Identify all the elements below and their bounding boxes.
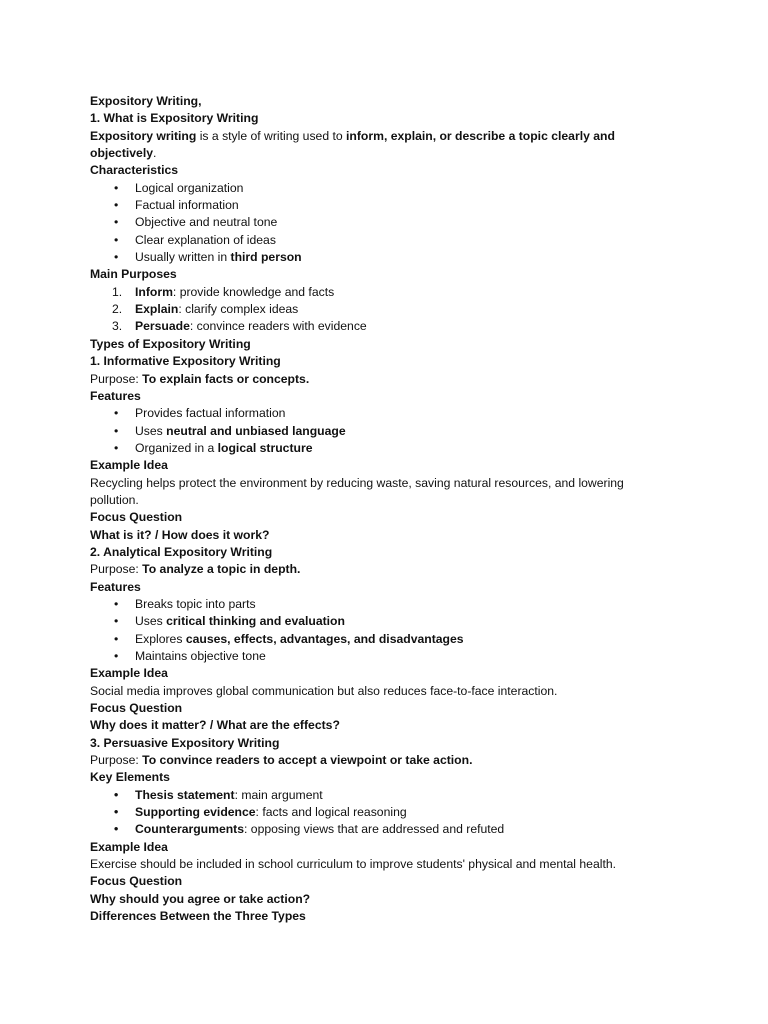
document-title: Expository Writing, <box>90 94 202 108</box>
bullet-icon: • <box>114 198 119 213</box>
numbered-item <box>90 318 650 335</box>
bullet-icon: • <box>114 631 119 646</box>
list-item-text <box>135 440 312 457</box>
purpose-text: To convince readers to accept a viewpoint or take action. <box>142 753 473 768</box>
text-run: : convince readers with evidence <box>189 319 367 334</box>
text-run: : main argument <box>234 787 323 802</box>
purpose-line <box>90 752 650 769</box>
bold-run: Persuade <box>135 319 190 334</box>
bullet-icon: • <box>114 232 119 247</box>
bullet-icon: • <box>114 822 119 837</box>
list-item-text <box>135 249 302 266</box>
item-number: 2. <box>112 302 123 317</box>
types-heading: Types of Expository Writing <box>90 336 251 351</box>
section-heading: 1. What is Expository Writing <box>90 111 259 126</box>
bold-run: logical structure <box>217 440 313 455</box>
purposes-heading: Main Purposes <box>90 267 177 282</box>
bold-run: Thesis statement <box>135 787 235 802</box>
list-item <box>90 423 650 440</box>
bullet-icon: • <box>114 406 119 421</box>
list-item-text <box>135 631 464 648</box>
text-run: : provide knowledge and facts <box>172 284 335 299</box>
list-item <box>90 648 650 665</box>
list-item <box>90 249 650 266</box>
list-item-text: Clear explanation of ideas <box>135 232 276 247</box>
informative-heading: 1. Informative Expository Writing <box>90 354 281 369</box>
item-number: 1. <box>112 284 123 299</box>
bold-run: Explain <box>135 302 179 317</box>
list-item-text <box>135 423 346 440</box>
features-heading: Features <box>90 388 141 403</box>
list-item-text: Maintains objective tone <box>135 649 266 663</box>
text-run: Usually written in <box>135 250 231 265</box>
list-item-text <box>135 301 298 318</box>
example-heading: Example Idea <box>90 666 168 681</box>
purpose-label: Purpose: <box>90 371 143 386</box>
purpose-label: Purpose: <box>90 753 143 768</box>
example-text: Social media improves global communication but also reduces face-to-face interaction. <box>90 683 558 698</box>
definition-text: is a style of writing used to <box>196 128 347 143</box>
list-item-text <box>135 804 407 821</box>
list-item-text <box>135 821 504 838</box>
bullet-icon: • <box>114 805 119 820</box>
list-item <box>90 180 650 197</box>
persuasive-heading: 3. Persuasive Expository Writing <box>90 735 280 750</box>
features-heading: Features <box>90 579 141 594</box>
bold-run: Inform <box>135 284 173 299</box>
bullet-icon: • <box>114 440 119 455</box>
list-item-text: Breaks topic into parts <box>135 596 256 611</box>
purpose-label: Purpose: <box>90 562 143 577</box>
bullet-icon: • <box>114 596 119 611</box>
period: . <box>153 146 157 161</box>
list-item <box>90 440 650 457</box>
list-item <box>90 804 650 821</box>
document-body <box>90 93 650 926</box>
list-item-text <box>135 613 345 630</box>
bullet-icon: • <box>114 215 119 230</box>
list-item-text: Objective and neutral tone <box>135 215 278 230</box>
bold-run: critical thinking and evaluation <box>166 614 345 629</box>
list-item-text: Factual information <box>135 198 239 213</box>
example-text: Exercise should be included in school curriculum to improve students' physical and mental health. <box>90 857 616 872</box>
list-item <box>90 405 650 422</box>
list-item-text: Provides factual information <box>135 406 286 421</box>
list-item-text <box>135 284 334 301</box>
differences-heading: Differences Between the Three Types <box>90 909 306 924</box>
text-run: Explores <box>135 631 186 646</box>
bullet-icon: • <box>114 250 119 265</box>
key-elements-heading: Key Elements <box>90 770 170 785</box>
focus-question: What is it? / How does it work? <box>90 527 270 542</box>
example-heading: Example Idea <box>90 458 168 473</box>
purpose-line <box>90 371 650 388</box>
list-item <box>90 631 650 648</box>
definition-term: Expository writing <box>90 128 197 143</box>
list-item-text: Logical organization <box>135 180 244 195</box>
numbered-item <box>90 301 650 318</box>
bullet-icon: • <box>114 787 119 802</box>
item-number: 3. <box>112 319 123 334</box>
list-item <box>90 787 650 804</box>
list-item-text <box>135 318 367 335</box>
list-item <box>90 214 650 231</box>
text-run: Uses <box>135 614 167 629</box>
characteristics-heading: Characteristics <box>90 163 179 178</box>
definition-paragraph-continued <box>90 145 650 162</box>
list-item <box>90 197 650 214</box>
example-text-continued: pollution. <box>90 492 139 507</box>
bold-run: neutral and unbiased language <box>166 423 346 438</box>
definition-paragraph <box>90 128 650 145</box>
text-run: Organized in a <box>135 440 218 455</box>
example-heading: Example Idea <box>90 839 168 854</box>
numbered-item <box>90 284 650 301</box>
bullet-icon: • <box>114 180 119 195</box>
focus-question: Why does it matter? / What are the effects? <box>90 718 340 733</box>
list-item <box>90 596 650 613</box>
bullet-icon: • <box>114 614 119 629</box>
focus-heading: Focus Question <box>90 510 183 525</box>
bold-run: Supporting evidence <box>135 805 256 820</box>
focus-heading: Focus Question <box>90 701 183 716</box>
list-item <box>90 821 650 838</box>
list-item <box>90 613 650 630</box>
example-text: Recycling helps protect the environment by reducing waste, saving natural resources, and lowering <box>90 475 624 490</box>
focus-question: Why should you agree or take action? <box>90 891 311 906</box>
bold-run: Counterarguments <box>135 822 245 837</box>
purpose-text: To explain facts or concepts. <box>142 371 310 386</box>
definition-emphasis: inform, explain, or describe a topic clearly and <box>346 128 615 143</box>
text-run: Uses <box>135 423 167 438</box>
text-run: : facts and logical reasoning <box>255 805 407 820</box>
list-item-text <box>135 787 323 804</box>
focus-heading: Focus Question <box>90 874 183 889</box>
bold-run: third person <box>230 250 302 265</box>
purpose-line <box>90 561 650 578</box>
text-run: : opposing views that are addressed and refuted <box>244 822 505 837</box>
definition-emphasis-end: objectively <box>90 146 153 161</box>
list-item <box>90 232 650 249</box>
analytical-heading: 2. Analytical Expository Writing <box>90 544 273 559</box>
bullet-icon: • <box>114 649 119 663</box>
bullet-icon: • <box>114 423 119 438</box>
text-run: : clarify complex ideas <box>178 302 299 317</box>
bold-run: causes, effects, advantages, and disadvantages <box>185 631 464 646</box>
purpose-text: To analyze a topic in depth. <box>142 562 301 577</box>
